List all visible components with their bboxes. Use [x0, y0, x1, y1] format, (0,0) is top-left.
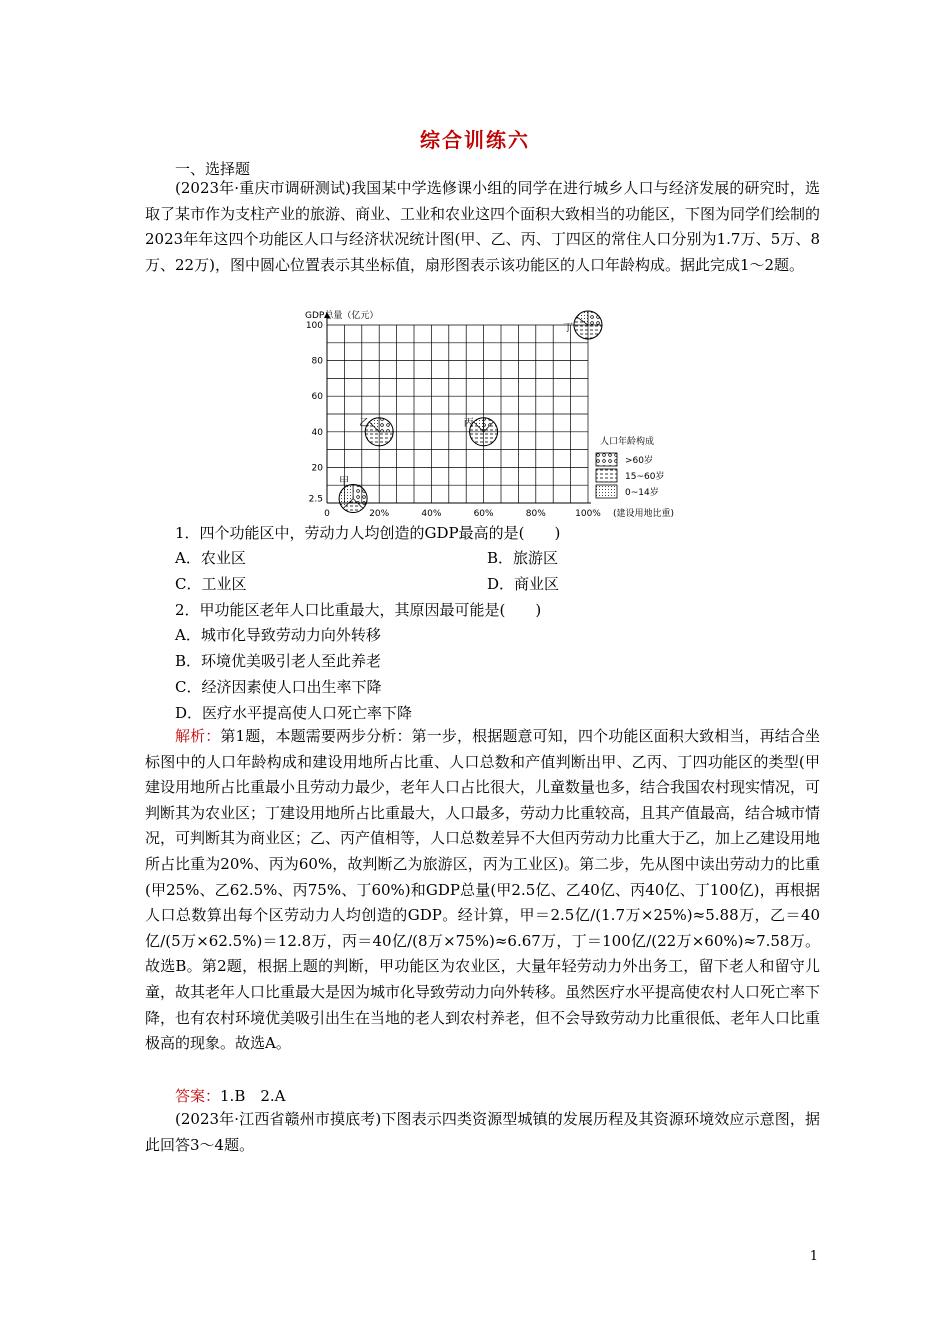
data-point-丁 [563, 311, 602, 339]
answer-label: 答案： [175, 1087, 221, 1105]
y-axis-label: GDP总量（亿元） [305, 311, 379, 321]
section-heading: 一、选择题 [175, 160, 251, 178]
legend-swatch-child [596, 485, 617, 498]
chart-grid [327, 325, 588, 503]
y-tick-label: 100 [305, 321, 323, 331]
q1-option-b[interactable]: B．旅游区 [487, 549, 559, 567]
point-label: 乙 [359, 417, 370, 429]
q1-option-a[interactable]: A．农业区 [175, 549, 246, 567]
q2-option-c[interactable]: C．经济因素使人口出生率下降 [175, 678, 382, 696]
point-label: 甲 [339, 476, 350, 488]
legend-title: 人口年龄构成 [600, 437, 655, 447]
analysis-paragraph [145, 724, 820, 1057]
legend-swatch-work [596, 469, 617, 482]
chart-legend [596, 435, 664, 498]
x-tick-label: 100% [575, 509, 601, 519]
legend-swatch-old [596, 453, 617, 466]
y-tick-label: 80 [311, 356, 323, 367]
x-tick-label: 40% [421, 509, 442, 519]
x-tick-label: 20% [369, 509, 390, 519]
question-2-stem: 2．甲功能区老年人口比重最大，其原因最可能是( ) [175, 601, 542, 619]
q1-option-c[interactable]: C．工业区 [175, 575, 247, 593]
y-tick-label: 60 [311, 392, 323, 403]
x-tick-label: 80% [525, 509, 546, 519]
data-point-乙 [359, 417, 393, 446]
population-gdp-chart [295, 308, 715, 523]
intro-paragraph: (2023年·重庆市调研测试)我国某中学选修课小组的同学在进行城乡人口与经济发展的研究时，选取了某市作为支柱产业的旅游、商业、工业和农业这四个面积大致相当的功能区，下图为同学们绘制的2023年年这四个功能区人口与经济状况统计图(甲、乙、丙、丁四区的常住人口分别为1.7万、5万、8万、22万)，图中圆心位置表示其坐标值，扇形图表示该功能区的人口年龄构成。据此完成1～2题。 [145, 179, 821, 274]
page-number: 1 [809, 1249, 818, 1264]
legend-old: >60岁 [625, 456, 653, 466]
chart-axes [324, 312, 591, 503]
q2-option-a[interactable]: A．城市化导致劳动力向外转移 [175, 626, 381, 644]
legend-child: 0~14岁 [625, 488, 659, 498]
answer-line [175, 1084, 850, 1109]
analysis-label: 解析： [175, 727, 221, 745]
x-tick-label: 60% [473, 509, 494, 519]
q1-option-d[interactable]: D．商业区 [487, 575, 560, 593]
answer-text: 1.B 2.A [220, 1087, 286, 1105]
page-title: 综合训练六 [420, 128, 530, 152]
data-point-丙 [464, 417, 498, 446]
y-tick-label: 40 [311, 427, 323, 438]
y-tick-label: 20 [311, 463, 323, 474]
data-point-甲 [339, 476, 367, 513]
question-1-stem: 1．四个功能区中，劳动力人均创造的GDP最高的是( ) [175, 524, 561, 542]
x-axis-label: (建设用地比重) [613, 509, 675, 519]
intro-2-paragraph: (2023年·江西省赣州市摸底考)下图表示四类资源型城镇的发展历程及其资源环境效应示意图，据此回答3～4题。 [145, 1110, 820, 1154]
chart-points [339, 311, 602, 513]
x-tick-label: 0 [324, 509, 330, 519]
q2-option-d[interactable]: D．医疗水平提高使人口死亡率下降 [175, 704, 413, 722]
point-label: 丙 [463, 417, 474, 429]
legend-work: 15~60岁 [625, 472, 665, 482]
point-label: 丁 [563, 323, 573, 334]
y-tick-label: 2.5 [308, 494, 323, 505]
analysis-text: 第1题，本题需要两步分析：第一步，根据题意可知，四个功能区面积大致相当，再结合坐标图中的人口年龄构成和建设用地所占比重、人口总数和产值判断出甲、乙丙、丁四功能区的类型(甲建设用地所占比重最小且劳动力最少，老年人口占比很大，儿童数量也多，结合我国农村现实情况，可判断其为农业区；丁建设用地所占比重最大，人口最多，劳动力比重较高，且其产值最高，结合城市情况，可判断其为商业区；乙、丙产值相等，人口总数差异不大但丙劳动力比重大于乙，加上乙建设用地所占比重为20%、丙为60%，故判断乙为旅游区，丙为工业区)。第二步，先从图中读出劳动力的比重(甲25%、乙62.5%、丙75%、丁60%)和GDP总量(甲2.5亿、乙40亿、丙40亿、丁100亿)，再根据人口总数算出每个区劳动力人均创造的GDP。经计算，甲＝2.5亿/(1.7万×25%)≈5.88万，乙＝40亿/(5万×62.5%)＝12.8万，丙＝40亿/(8万×75%)≈6.67万，丁＝100亿/(22万×60%)≈7.58万。故选B。第2题，根据上题的判断，甲功能区为农业区，大量年轻劳动力外出务工，留下老人和留守儿童，故其老年人口比重最大是因为城市化导致劳动力向外转移。虽然医疗水平提高使农村人口死亡率下降，也有农村环境优美吸引出生在当地的老人到农村养老，但不会导致劳动力比重很低、老年人口比重极高的现象。故选A。 [145, 727, 821, 1053]
q2-option-b[interactable]: B．环境优美吸引老人至此养老 [175, 652, 382, 670]
